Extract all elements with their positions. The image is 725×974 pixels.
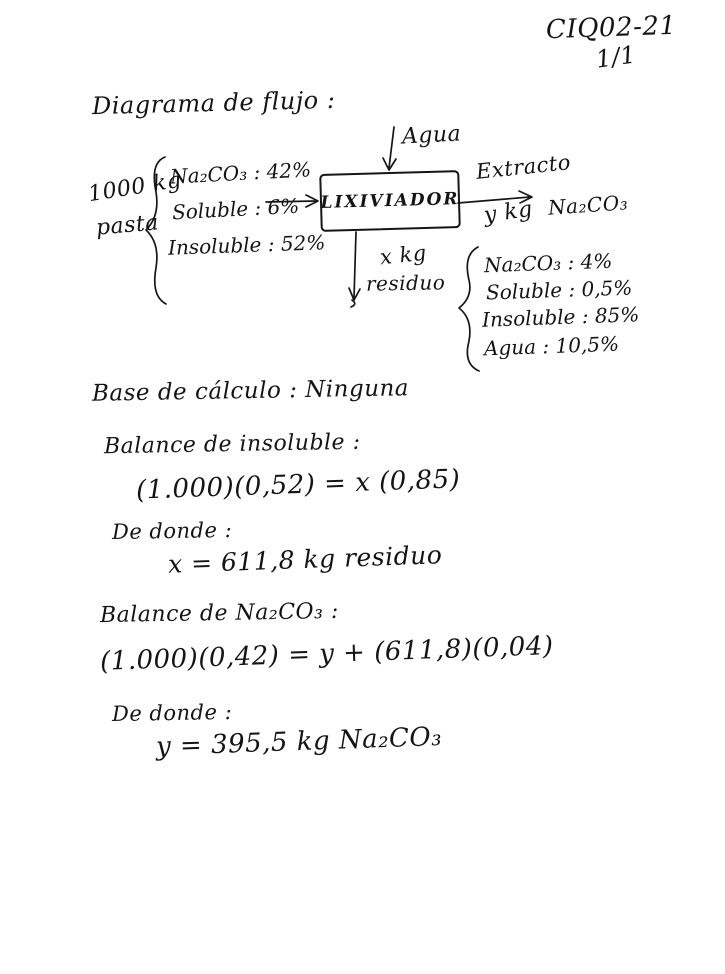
feed-composition-na2co3: Na₂CO₃ : 42% [169, 157, 312, 189]
feed-composition-soluble: Soluble : 6% [171, 193, 300, 225]
course-code: CIQ02-21 [545, 10, 677, 46]
page-number: 1/1 [594, 40, 638, 74]
na2co3-balance-equation: (1.000)(0,42) = y + (611,8)(0,04) [99, 631, 554, 677]
residue-composition-insoluble: Insoluble : 85% [481, 302, 640, 332]
water-stream-label: Agua [401, 121, 462, 150]
extract-species: Na₂CO₃ [547, 190, 629, 220]
na2co3-balance-heading: Balance de Na₂CO₃ : [99, 598, 340, 629]
feed-quantity: 1000 kg [86, 167, 184, 208]
extract-amount: y kg [482, 196, 535, 229]
residue-amount: x kg [378, 240, 428, 270]
insoluble-balance-equation: (1.000)(0,52) = x (0,85) [135, 464, 461, 506]
extract-stream-label: Extracto [474, 150, 572, 184]
residue-composition-soluble: Soluble : 0,5% [485, 275, 633, 305]
dedonde-label-2: De donde : [111, 699, 233, 727]
y-result: y = 395,5 kg Na₂CO₃ [155, 722, 443, 762]
leacher-unit-box [319, 170, 461, 232]
page-title: Diagrama de flujo : [91, 85, 336, 121]
feed-name: pasta [94, 210, 160, 241]
residue-name: residuo [365, 270, 446, 296]
feed-composition-insoluble: Insoluble : 52% [167, 230, 326, 260]
residue-brace [459, 247, 479, 371]
residue-composition-agua: Agua : 10,5% [483, 331, 620, 361]
x-result: x = 611,8 kg residuo [167, 540, 443, 579]
insoluble-balance-heading: Balance de insoluble : [103, 429, 361, 460]
water-arrow [383, 127, 396, 170]
leacher-unit-label: LIXIVIADOR [320, 189, 460, 213]
residue-arrow [349, 232, 360, 307]
dedonde-label-1: De donde : [111, 517, 233, 545]
calculation-basis: Base de cálculo : Ninguna [91, 375, 410, 407]
residue-composition-na2co3: Na₂CO₃ : 4% [483, 248, 613, 278]
